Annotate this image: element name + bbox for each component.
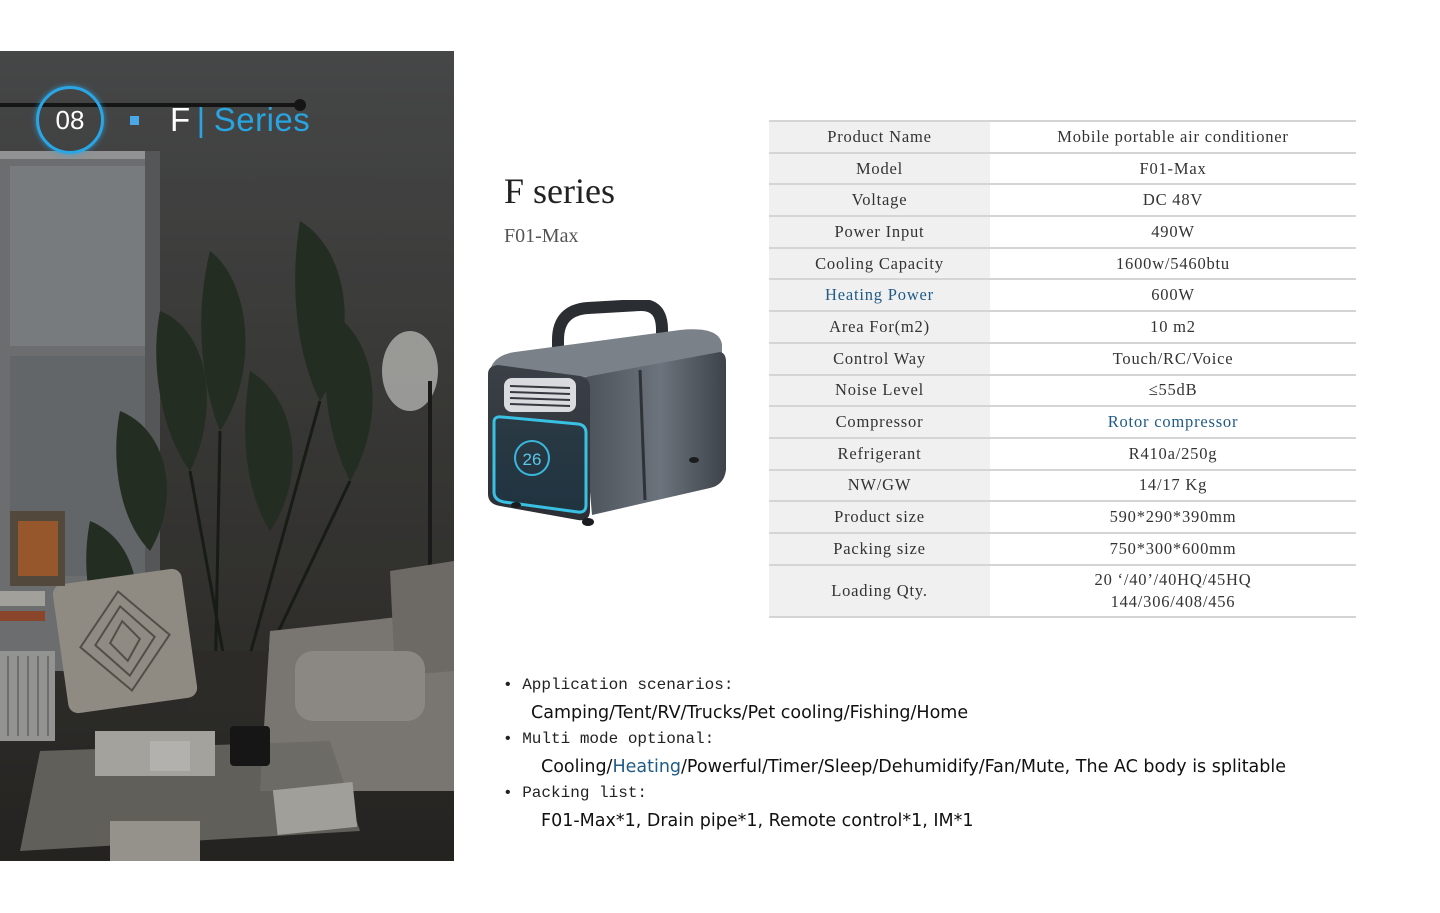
section-number: 08 [55,104,85,135]
table-row [769,216,1356,248]
table-row [769,565,1356,617]
modes-text [503,757,1403,784]
air-conditioner-product-image [480,300,730,535]
spec-label: Noise Level [769,375,990,407]
series-separator: | [196,101,206,138]
table-row [769,279,1356,311]
table-row [769,438,1356,470]
spec-value: Mobile portable air conditioner [990,121,1356,153]
spec-label: Area For(m2) [769,311,990,343]
table-row [769,470,1356,502]
spec-value-highlighted: Rotor compressor [990,406,1356,438]
product-title: F series [504,171,615,211]
modes-text-pre: Cooling/ [541,757,613,777]
spec-value: 600W [990,279,1356,311]
table-row [769,153,1356,185]
display-temperature: 26 [522,450,542,469]
spec-label: Product size [769,501,990,533]
spec-value: R410a/250g [990,438,1356,470]
feature-bullets [503,676,1403,838]
application-heading: • Application scenarios: [503,676,734,694]
table-row [769,121,1356,153]
table-row [769,248,1356,280]
table-row [769,343,1356,375]
table-row [769,375,1356,407]
spec-value: F01-Max [990,153,1356,185]
table-row [769,406,1356,438]
series-letter: F [170,101,191,138]
spec-value: DC 48V [990,184,1356,216]
square-bullet-icon [130,116,139,125]
packing-heading: • Packing list: [503,784,648,802]
series-heading [170,101,310,139]
spec-label: Model [769,153,990,185]
spec-label: NW/GW [769,470,990,502]
spec-label: Loading Qty. [769,565,990,617]
living-room-illustration [0,51,454,861]
spec-value-line2: 144/306/408/456 [1110,591,1236,611]
spec-value: 590*290*390mm [990,501,1356,533]
specification-table [769,120,1356,618]
spec-label: Product Name [769,121,990,153]
spec-label: Voltage [769,184,990,216]
spec-label: Power Input [769,216,990,248]
spec-value [990,565,1356,617]
series-word: Series [213,101,311,138]
spec-value: 10 m2 [990,311,1356,343]
spec-label: Compressor [769,406,990,438]
product-model: F01-Max [504,225,579,247]
modes-text-post: /Powerful/Timer/Sleep/Dehumidify/Fan/Mute, The AC body is splitable [681,757,1287,777]
spec-label: Refrigerant [769,438,990,470]
table-row [769,311,1356,343]
packing-text: F01-Max*1, Drain pipe*1, Remote control*1, IM*1 [541,811,974,831]
spec-value: 1600w/5460btu [990,248,1356,280]
spec-value: 14/17 Kg [990,470,1356,502]
modes-heading: • Multi mode optional: [503,730,715,748]
lifestyle-photo-panel [0,51,454,861]
spec-label: Packing size [769,533,990,565]
table-row [769,184,1356,216]
spec-label-highlighted: Heating Power [769,279,990,311]
application-text: Camping/Tent/RV/Trucks/Pet cooling/Fishing/Home [531,703,969,723]
spec-label: Cooling Capacity [769,248,990,280]
spec-label: Control Way [769,343,990,375]
section-number-badge [36,86,104,154]
spec-value-line1: 20 ‘/40’/40HQ/45HQ [1094,569,1252,589]
spec-value: 490W [990,216,1356,248]
table-row [769,501,1356,533]
modes-text-highlight: Heating [612,757,682,777]
spec-value: ≤55dB [990,375,1356,407]
spec-value: Touch/RC/Voice [990,343,1356,375]
spec-value: 750*300*600mm [990,533,1356,565]
table-row [769,533,1356,565]
